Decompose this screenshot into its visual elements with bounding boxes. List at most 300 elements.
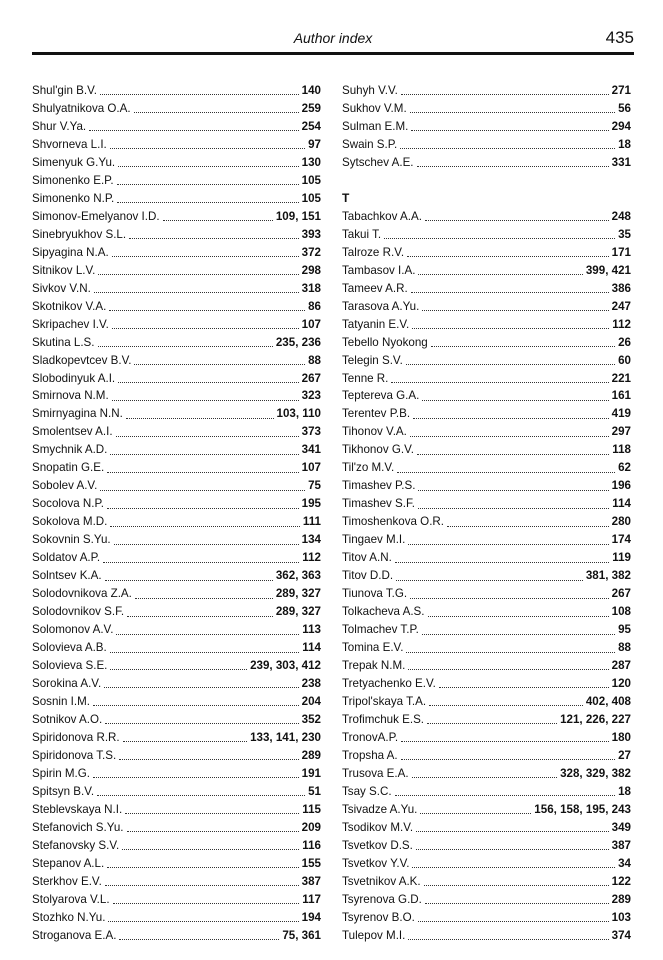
author-name: Socolova N.P. (32, 497, 104, 511)
page-references: 196 (611, 479, 631, 493)
index-entry (342, 873, 631, 891)
author-name: Skutina L.S. (32, 335, 95, 349)
page-references: 26 (618, 335, 631, 349)
author-name: Stefanovich S.Yu. (32, 820, 124, 834)
author-name: Tsvetnikov A.K. (342, 874, 421, 888)
author-name: Sterkhov E.V. (32, 874, 102, 888)
author-name: Solntsev K.A. (32, 569, 102, 583)
page-references: 133, 141, 230 (250, 730, 321, 744)
dot-leader (104, 687, 298, 688)
page-references: 419 (611, 407, 631, 421)
author-name: Sitnikov L.V. (32, 263, 96, 277)
page-references: 18 (618, 784, 631, 798)
author-name: Stepanov A.L. (32, 856, 105, 870)
page-references: 195 (301, 497, 321, 511)
page-references: 399, 421 (585, 263, 631, 277)
index-entry (32, 280, 321, 298)
page-references: 387 (301, 874, 321, 888)
page-references: 386 (611, 281, 631, 295)
page-references: 140 (301, 84, 321, 97)
page-references: 267 (611, 587, 631, 601)
dot-leader (125, 813, 299, 814)
author-name: Stefanovsky S.V. (32, 838, 120, 852)
index-entry (32, 190, 321, 208)
author-name: Trofimchuk E.S. (342, 712, 425, 726)
author-name: Sosnin I.M. (32, 694, 90, 708)
author-name: Tatyanin E.V. (342, 317, 410, 331)
page-references: 271 (611, 84, 631, 97)
index-entry (342, 729, 631, 747)
dot-leader (401, 741, 609, 742)
page-references: 174 (611, 533, 631, 547)
author-name: Tabachkov A.A. (342, 209, 422, 223)
page-references: 75 (308, 479, 321, 493)
index-entry (342, 459, 631, 477)
index-entry (32, 927, 321, 945)
index-entry (32, 118, 321, 136)
page-references: 287 (611, 659, 631, 672)
page-references: 156, 158, 195, 243 (534, 802, 631, 816)
dot-leader (98, 346, 273, 347)
author-name: Sokolova M.D. (32, 515, 108, 529)
page-references: 103 (611, 910, 631, 924)
page-references: 18 (618, 137, 631, 151)
dot-leader (408, 669, 608, 670)
dot-leader (112, 400, 299, 401)
author-name: Tingaev M.I. (342, 533, 406, 547)
dot-leader (401, 94, 609, 95)
index-entry (32, 334, 321, 352)
index-entry (32, 495, 321, 513)
page-references: 108 (611, 605, 631, 619)
author-name: Shul'gin B.V. (32, 84, 97, 97)
dot-leader (127, 616, 273, 617)
index-entry (32, 172, 321, 190)
index-entry (342, 298, 631, 316)
index-entry (342, 783, 631, 801)
index-entry (32, 873, 321, 891)
index-entry (342, 603, 631, 621)
author-name: Tikhonov G.V. (342, 443, 414, 457)
index-entry (32, 513, 321, 531)
dot-leader (110, 652, 300, 653)
dot-leader (413, 418, 609, 419)
page-references: 119 (612, 551, 631, 565)
index-group-s (342, 82, 631, 172)
page-references: 105 (301, 173, 321, 187)
index-entry (32, 567, 321, 585)
index-column-right (342, 82, 631, 945)
author-name: Shvorneva L.I. (32, 137, 107, 151)
dot-leader (118, 382, 299, 383)
dot-leader (422, 400, 608, 401)
index-entry (342, 334, 631, 352)
dot-leader (417, 166, 609, 167)
page-references: 114 (302, 641, 321, 655)
dot-leader (122, 849, 299, 850)
index-entry (32, 262, 321, 280)
index-entry (32, 765, 321, 783)
running-title: Author index (293, 30, 373, 46)
index-entry (342, 495, 631, 513)
dot-leader (110, 454, 298, 455)
page-references: 374 (611, 928, 631, 942)
index-entry (32, 226, 321, 244)
page-references: 373 (301, 425, 321, 439)
author-name: Sytschev A.E. (342, 155, 414, 169)
author-name: Telegin S.V. (342, 353, 403, 367)
author-name: Sukhov V.M. (342, 101, 407, 115)
dot-leader (112, 328, 299, 329)
index-entry (342, 639, 631, 657)
index-entry (32, 639, 321, 657)
index-entry (342, 370, 631, 388)
dot-leader (93, 777, 299, 778)
dot-leader (418, 508, 609, 509)
index-entry (32, 801, 321, 819)
dot-leader (420, 813, 531, 814)
index-entry (342, 441, 631, 459)
dot-leader (116, 436, 299, 437)
author-name: Talroze R.V. (342, 245, 405, 259)
section-letter-heading: T (342, 190, 350, 205)
dot-leader (93, 705, 299, 706)
page-references: 62 (618, 461, 631, 475)
page-references: 204 (301, 694, 321, 708)
author-name: Slobodinyuk A.I. (32, 371, 116, 385)
page-references: 323 (301, 389, 321, 403)
page-references: 328, 329, 382 (560, 766, 631, 780)
index-entry (32, 441, 321, 459)
index-entry (342, 154, 631, 172)
author-name: Teptereva G.A. (342, 389, 420, 403)
dot-leader (100, 490, 305, 491)
author-name: Tsyrenova G.D. (342, 892, 422, 906)
dot-leader (110, 148, 305, 149)
dot-leader (411, 292, 609, 293)
index-entry (342, 891, 631, 909)
page-references: 289 (611, 892, 631, 906)
index-entry (32, 585, 321, 603)
dot-leader (384, 238, 615, 239)
author-name: Simenyuk G.Yu. (32, 155, 116, 169)
index-entry (342, 909, 631, 927)
dot-leader (391, 382, 608, 383)
page-references: 352 (301, 712, 321, 726)
author-name: Sivkov V.N. (32, 281, 91, 295)
page-references: 331 (611, 155, 631, 169)
author-name: Soldatov A.P. (32, 551, 101, 565)
author-name: Skotnikov V.A. (32, 299, 107, 313)
dot-leader (114, 544, 299, 545)
page-references: 88 (308, 353, 321, 367)
author-name: Tebello Nyokong (342, 335, 428, 349)
author-name: Sipyagina N.A. (32, 245, 109, 259)
author-name: Solomonov A.V. (32, 623, 114, 637)
dot-leader (406, 652, 615, 653)
author-name: Tsivadze A.Yu. (342, 802, 418, 816)
author-name: Tenne R. (342, 371, 389, 385)
dot-leader (135, 598, 273, 599)
page-references: 318 (301, 281, 321, 295)
author-name: Smolentsev A.I. (32, 425, 113, 439)
dot-leader (422, 634, 615, 635)
author-name: Snopatin G.E. (32, 461, 105, 475)
dot-leader (416, 849, 609, 850)
index-entry (32, 405, 321, 423)
author-name: Sinebryukhov S.L. (32, 227, 127, 241)
index-entry (32, 621, 321, 639)
index-entry (342, 352, 631, 370)
index-entry (32, 891, 321, 909)
page-references: 235, 236 (275, 335, 321, 349)
page-references: 97 (308, 137, 321, 151)
index-entry (32, 100, 321, 118)
dot-leader (129, 238, 299, 239)
page-references: 113 (302, 623, 321, 637)
author-name: Tomina E.V. (342, 641, 404, 655)
index-entry (32, 657, 321, 675)
dot-leader (401, 759, 615, 760)
page-references: 180 (611, 730, 631, 744)
page-references: 112 (612, 317, 631, 331)
index-entry (342, 621, 631, 639)
index-entry (32, 819, 321, 837)
index-entry (32, 352, 321, 370)
index-entry (32, 298, 321, 316)
dot-leader (109, 310, 305, 311)
author-name: Smychnik A.D. (32, 443, 108, 457)
dot-leader (410, 112, 615, 113)
page-number: 435 (605, 28, 634, 47)
page-references: 107 (301, 317, 321, 331)
dot-leader (412, 328, 609, 329)
index-entry (342, 226, 631, 244)
page-references: 103, 110 (276, 407, 321, 421)
author-name: Suhyh V.V. (342, 84, 398, 97)
page-references: 88 (618, 641, 631, 655)
page-references: 349 (611, 820, 631, 834)
page-references: 111 (302, 515, 321, 529)
index-entry (342, 423, 631, 441)
dot-leader (100, 94, 299, 95)
dot-leader (112, 256, 299, 257)
author-name: Simonenko N.P. (32, 191, 115, 205)
page-references: 116 (302, 838, 321, 852)
dot-leader (425, 903, 609, 904)
page-references: 155 (301, 856, 321, 870)
dot-leader (116, 634, 299, 635)
index-entry (32, 208, 321, 226)
author-name: Smirnova N.M. (32, 389, 109, 403)
dot-leader (396, 580, 583, 581)
dot-leader (412, 777, 557, 778)
index-entry (32, 387, 321, 405)
index-column-left (32, 82, 321, 945)
index-entry (32, 82, 321, 100)
index-entry (342, 136, 631, 154)
index-entry (342, 837, 631, 855)
page-references: 393 (301, 227, 321, 241)
index-entry (32, 675, 321, 693)
index-entry (342, 280, 631, 298)
author-name: Solovieva A.B. (32, 641, 107, 655)
page-references: 60 (618, 353, 631, 367)
author-name: Spitsyn B.V. (32, 784, 95, 798)
index-entry (32, 549, 321, 567)
author-name: Tulepov M.I. (342, 928, 406, 942)
page-references: 194 (301, 910, 321, 924)
index-entry (32, 783, 321, 801)
index-entry (342, 657, 631, 675)
dot-leader (408, 939, 608, 940)
index-entry (342, 801, 631, 819)
author-name: Swain S.P. (342, 137, 398, 151)
page-references: 298 (301, 263, 321, 277)
page-references: 95 (618, 623, 631, 637)
author-name: Trusova E.A. (342, 766, 409, 780)
dot-leader (107, 867, 298, 868)
page-references: 209 (301, 820, 321, 834)
author-name: Spiridonova R.R. (32, 730, 120, 744)
author-name: Tropsha A. (342, 748, 398, 762)
author-name: Tsodikov M.V. (342, 820, 414, 834)
index-entry (32, 747, 321, 765)
dot-leader (134, 112, 299, 113)
index-entry (32, 244, 321, 262)
author-name: Spirin M.G. (32, 766, 90, 780)
author-name: Titov A.N. (342, 551, 392, 565)
dot-leader (427, 723, 557, 724)
author-name: Spiridonova T.S. (32, 748, 117, 762)
page-references: 121, 226, 227 (560, 712, 631, 726)
dot-leader (416, 831, 609, 832)
index-entry (342, 567, 631, 585)
page-references: 130 (301, 155, 321, 169)
author-name: Tiunova T.G. (342, 587, 408, 601)
dot-leader (422, 310, 608, 311)
index-entry (32, 855, 321, 873)
page-references: 118 (612, 443, 631, 457)
index-entry (342, 765, 631, 783)
dot-leader (425, 220, 609, 221)
index-entry (342, 405, 631, 423)
index-entry (342, 387, 631, 405)
author-name: Shur V.Ya. (32, 119, 87, 133)
page-references: 171 (611, 245, 631, 259)
author-name: Tolmachev T.P. (342, 623, 419, 637)
page-references: 341 (301, 443, 321, 457)
dot-leader (134, 364, 305, 365)
page-references: 114 (612, 497, 631, 511)
page-references: 280 (611, 515, 631, 529)
page-references: 289 (301, 748, 321, 762)
header-rule (32, 52, 634, 55)
author-name: Tsay S.C. (342, 784, 392, 798)
page-references: 387 (611, 838, 631, 852)
page-header (32, 28, 634, 50)
dot-leader (400, 148, 615, 149)
page-references: 254 (301, 119, 321, 133)
index-entry (342, 208, 631, 226)
dot-leader (407, 256, 609, 257)
dot-leader (447, 526, 609, 527)
dot-leader (126, 418, 274, 419)
dot-leader (108, 921, 298, 922)
dot-leader (97, 795, 305, 796)
dot-leader (412, 867, 615, 868)
page-references: 294 (611, 119, 631, 133)
page-references: 289, 327 (275, 587, 321, 601)
index-entry (342, 316, 631, 334)
index-entry (342, 819, 631, 837)
section-gap (342, 172, 631, 190)
author-name: Stozhko N.Yu. (32, 910, 106, 924)
page-references: 402, 408 (585, 694, 631, 708)
index-entry (32, 477, 321, 495)
index-entry (32, 729, 321, 747)
index-entry (342, 513, 631, 531)
index-entry (342, 675, 631, 693)
dot-leader (408, 544, 608, 545)
index-entry (342, 927, 631, 945)
author-name: Terentev P.B. (342, 407, 411, 421)
author-name: Tihonov V.A. (342, 425, 407, 439)
dot-leader (107, 472, 298, 473)
dot-leader (110, 526, 300, 527)
author-name: Simonov-Emelyanov I.D. (32, 209, 160, 223)
page-references: 134 (301, 533, 321, 547)
dot-leader (163, 220, 273, 221)
dot-leader (98, 274, 298, 275)
author-name: Tripol'skaya T.A. (342, 694, 427, 708)
page-references: 27 (618, 748, 631, 762)
page-references: 289, 327 (275, 605, 321, 619)
dot-leader (94, 292, 299, 293)
author-name: Tolkacheva A.S. (342, 605, 425, 619)
dot-leader (119, 939, 279, 940)
dot-leader (417, 454, 609, 455)
page-references: 239, 303, 412 (250, 659, 321, 672)
dot-leader (397, 472, 615, 473)
dot-leader (418, 921, 609, 922)
dot-leader (107, 508, 299, 509)
author-name: Tretyachenko E.V. (342, 676, 436, 690)
author-name: Sotnikov A.O. (32, 712, 103, 726)
index-entry (32, 909, 321, 927)
author-name: Simonenko E.P. (32, 173, 114, 187)
author-name: Shulyatnikova O.A. (32, 101, 131, 115)
index-entry (342, 477, 631, 495)
index-entry (342, 100, 631, 118)
author-name: Smirnyagina N.N. (32, 407, 123, 421)
page-references: 109, 151 (275, 209, 321, 223)
index-entry (32, 693, 321, 711)
index-entry (342, 855, 631, 873)
author-name: Stolyarova V.L. (32, 892, 110, 906)
author-name: Tarasova A.Yu. (342, 299, 420, 313)
page-references: 191 (301, 766, 321, 780)
author-name: Timoshenkova O.R. (342, 515, 445, 529)
author-name: Tsvetkov Y.V. (342, 856, 410, 870)
dot-leader (110, 669, 247, 670)
index-entry (32, 459, 321, 477)
page-references: 247 (611, 299, 631, 313)
dot-leader (395, 562, 609, 563)
dot-leader (113, 903, 300, 904)
page-references: 238 (301, 676, 321, 690)
page-references: 115 (302, 802, 321, 816)
